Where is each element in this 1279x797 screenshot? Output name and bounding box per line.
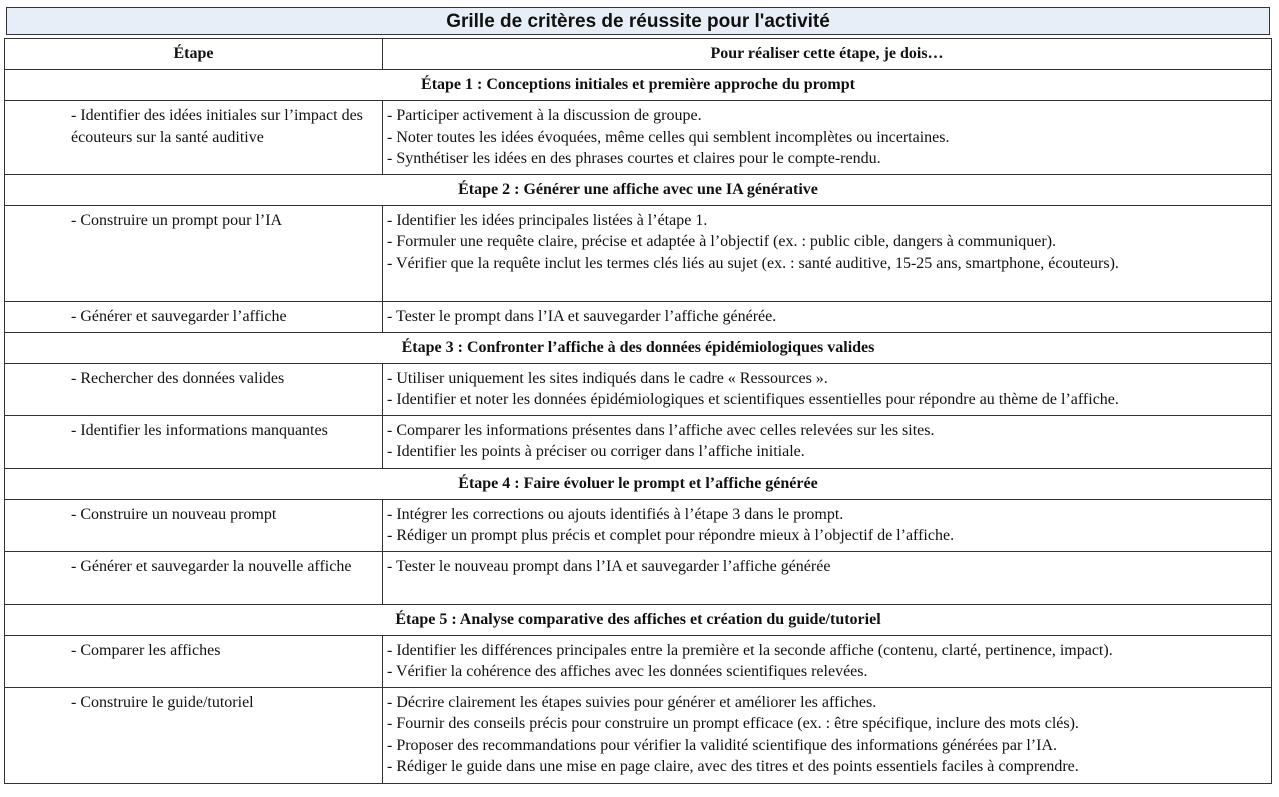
- action-item: - Vérifier que la requête inclut les termes clés liés au sujet (ex. : santé auditive, 15-25 ans, smartphone, écouteurs).: [387, 254, 1119, 272]
- stage-title: Étape 2 : Générer une affiche avec une IA générative: [5, 174, 1272, 205]
- action-item: - Identifier les points à préciser ou corriger dans l’affiche initiale.: [387, 443, 805, 460]
- actions-cell: [383, 635, 1272, 687]
- stage-row: [5, 332, 1272, 363]
- actions-cell: [383, 687, 1272, 783]
- action-item: - Décrire clairement les étapes suivies pour générer et améliorer les affiches.: [387, 693, 877, 711]
- actions-cell: [383, 301, 1272, 332]
- actions-cell: [383, 415, 1272, 468]
- table-row: [5, 635, 1272, 687]
- stage-title: Étape 5 : Analyse comparative des affiches et création du guide/tutoriel: [5, 604, 1272, 635]
- stage-row: [5, 174, 1272, 205]
- step-cell: - Construire un nouveau prompt: [5, 499, 383, 551]
- step-cell: - Construire un prompt pour l’IA: [5, 205, 383, 301]
- step-cell: - Identifier des idées initiales sur l’impact des écouteurs sur la santé auditive: [5, 101, 383, 175]
- table-row: [5, 415, 1272, 468]
- table-row: [5, 551, 1272, 604]
- action-item: - Comparer les informations présentes dans l’affiche avec celles relevées sur les sites.: [387, 421, 935, 439]
- action-item: - Rédiger le guide dans une mise en page claire, avec des titres et des points essentiels faciles à comprendre.: [387, 758, 1079, 775]
- action-item: - Formuler une requête claire, précise et adaptée à l’objectif (ex. : public cible, dangers à communiquer).: [387, 233, 1057, 250]
- action-item: - Intégrer les corrections ou ajouts identifiés à l’étape 3 dans le prompt.: [387, 505, 844, 523]
- actions-cell: [383, 551, 1272, 604]
- step-cell: - Comparer les affiches: [5, 635, 383, 687]
- step-cell: - Construire le guide/tutoriel: [5, 687, 383, 783]
- action-item: - Tester le prompt dans l’IA et sauvegarder l’affiche générée.: [387, 307, 777, 325]
- table-row: [5, 687, 1272, 783]
- action-item: - Identifier les idées principales listées à l’étape 1.: [387, 211, 708, 229]
- column-header-actions: Pour réaliser cette étape, je dois…: [383, 39, 1272, 70]
- action-item: - Participer activement à la discussion de groupe.: [387, 107, 702, 124]
- action-item: - Synthétiser les idées en des phrases courtes et claires pour le compte-rendu.: [387, 150, 881, 167]
- column-header-step: Étape: [5, 39, 383, 70]
- action-item: - Noter toutes les idées évoquées, même celles qui semblent incomplètes ou incertaines.: [387, 128, 950, 146]
- actions-cell: [383, 499, 1272, 551]
- table-row: [5, 301, 1272, 332]
- stage-title: Étape 1 : Conceptions initiales et première approche du prompt: [5, 70, 1272, 101]
- header-row: [5, 39, 1272, 70]
- stage-title: Étape 4 : Faire évoluer le prompt et l’affiche générée: [5, 468, 1272, 499]
- actions-cell: [383, 363, 1272, 415]
- step-cell: - Identifier les informations manquantes: [5, 415, 383, 468]
- actions-cell: [383, 101, 1272, 175]
- action-item: - Utiliser uniquement les sites indiqués dans le cadre « Ressources ».: [387, 369, 828, 387]
- action-item: - Tester le nouveau prompt dans l’IA et sauvegarder l’affiche générée: [387, 557, 831, 575]
- action-item: - Identifier les différences principales entre la première et la seconde affiche (contenu, clarté, pertinence, impact).: [387, 641, 1113, 659]
- stage-title: Étape 3 : Confronter l’affiche à des données épidémiologiques valides: [5, 332, 1272, 363]
- step-cell: - Rechercher des données valides: [5, 363, 383, 415]
- page-title: Grille de critères de réussite pour l'activité: [6, 7, 1270, 35]
- action-item: - Vérifier la cohérence des affiches avec les données scientifiques relevées.: [387, 663, 868, 680]
- table-row: [5, 499, 1272, 551]
- step-cell: - Générer et sauvegarder l’affiche: [5, 301, 383, 332]
- table-row: [5, 205, 1272, 301]
- criteria-table: [4, 38, 1272, 784]
- table-row: [5, 363, 1272, 415]
- step-cell: - Générer et sauvegarder la nouvelle affiche: [5, 551, 383, 604]
- table-row: [5, 101, 1272, 175]
- actions-cell: [383, 205, 1272, 301]
- stage-row: [5, 604, 1272, 635]
- action-item: - Identifier et noter les données épidémiologiques et scientifiques essentielles pour répondre au thème de l’affiche.: [387, 391, 1119, 408]
- stage-row: [5, 70, 1272, 101]
- stage-row: [5, 468, 1272, 499]
- action-item: - Proposer des recommandations pour vérifier la validité scientifique des informations générées par l’IA.: [387, 736, 1057, 754]
- action-item: - Rédiger un prompt plus précis et complet pour répondre mieux à l’objectif de l’affiche.: [387, 527, 955, 544]
- action-item: - Fournir des conseils précis pour construire un prompt efficace (ex. : être spécifique, inclure des mots clés).: [387, 715, 1079, 732]
